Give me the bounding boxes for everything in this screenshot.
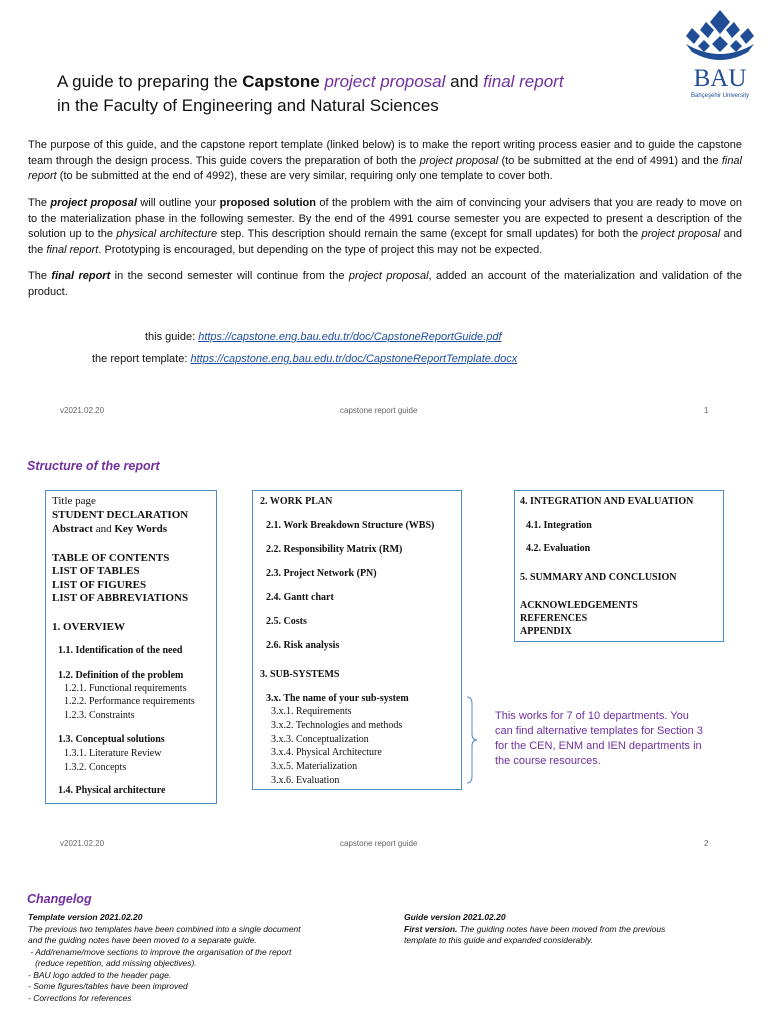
item-1-2-3: 1.2.3. Constraints <box>64 710 135 721</box>
guide-changelog <box>404 912 754 947</box>
structure-box-1 <box>45 490 217 804</box>
item-4-1: 4.1. Integration <box>526 520 592 531</box>
item-work-plan: 2. WORK PLAN <box>260 496 333 507</box>
guide-change-2: template to this guide and expanded considerably. <box>404 935 593 945</box>
final-report-paragraph: The final report in the second semester will continue from the project proposal, added an account of the materialization and validation of the product. <box>28 270 742 298</box>
template-changelog <box>28 912 378 1004</box>
item-4-2: 4.2. Evaluation <box>526 543 591 554</box>
item-toc: TABLE OF CONTENTS <box>52 552 170 564</box>
structure-heading: Structure of the report <box>27 459 160 473</box>
item-3-x-4: 3.x.4. Physical Architecture <box>271 747 382 758</box>
bau-logo <box>678 8 762 100</box>
item-title-page: Title page <box>52 495 96 507</box>
item-student-declaration: STUDENT DECLARATION <box>52 509 189 521</box>
template-link-label: the report template: <box>92 353 191 365</box>
item-2-6: 2.6. Risk analysis <box>266 640 340 651</box>
guide-change-1 <box>404 924 754 936</box>
template-link-row <box>92 352 517 367</box>
item-3-x-3: 3.x.3. Conceptualization <box>271 734 369 745</box>
title-and: and <box>445 72 484 91</box>
logo-subtext: Bahçeşehir University <box>690 93 750 99</box>
footer-title: capstone report guide <box>340 406 418 415</box>
title-final-report: final report <box>483 72 564 91</box>
item-sub-systems: 3. SUB-SYSTEMS <box>260 669 340 680</box>
item-1-2: 1.2. Definition of the problem <box>58 670 184 681</box>
intro-paragraph: The purpose of this guide, and the capstone report template (linked below) is to make the report writing process easier and to guide the capstone team through the design process. This guide covers the preparation of both the project proposal (to be submitted at the end of 4991) and the final report (to be submitted at the end of 4992), these are very similar, requiring only one template to cover both. <box>28 139 742 182</box>
item-summary: 5. SUMMARY AND CONCLUSION <box>520 572 677 583</box>
footer-version-2: v2021.02.20 <box>60 839 105 848</box>
item-2-4: 2.4. Gantt chart <box>266 592 334 603</box>
template-version-heading: Template version 2021.02.20 <box>28 912 143 922</box>
proposal-paragraph: The project proposal will outline your proposed solution of the problem with the aim of convincing your advisers that you are ready to move on to the materialization phase in the following semester. By the end of the 4991 course semester you are expected to present a description of the solution up to the physical architecture step. This description should remain the same (except for small updates) for both the project proposal and the final report. Prototyping is encouraged, but depending on the type of project this may not be expected. <box>28 197 742 256</box>
title-capstone: Capstone <box>242 72 320 91</box>
item-1-3-1: 1.3.1. Literature Review <box>64 748 162 759</box>
footer-title-2: capstone report guide <box>340 839 418 848</box>
page-title <box>57 70 564 118</box>
template-change-6: - Some figures/tables have been improved <box>28 981 188 991</box>
guide-link-row <box>145 330 502 345</box>
title-project-proposal: project proposal <box>324 72 446 91</box>
item-list-of-tables: LIST OF TABLES <box>52 565 140 577</box>
template-change-5: - BAU logo added to the header page. <box>28 969 172 980</box>
template-change-3: - Add/rename/move sections to improve the organisation of the report <box>28 946 292 957</box>
item-3-x-2: 3.x.2. Technologies and methods <box>271 720 403 731</box>
footer-page-number-2: 2 <box>704 839 709 848</box>
changelog-heading: Changelog <box>27 892 92 906</box>
item-3-x-1: 3.x.1. Requirements <box>271 706 352 717</box>
item-3-x: 3.x. The name of your sub-system <box>266 693 409 704</box>
item-2-1: 2.1. Work Breakdown Structure (WBS) <box>266 520 435 531</box>
item-2-3: 2.3. Project Network (PN) <box>266 568 377 579</box>
item-acknowledgements: ACKNOWLEDGEMENTS <box>520 600 638 611</box>
title-line-2: in the Faculty of Engineering and Natural Sciences <box>57 96 439 115</box>
item-abstract <box>52 523 167 535</box>
footer-page-number: 1 <box>704 406 709 415</box>
item-overview: 1. OVERVIEW <box>52 621 125 633</box>
item-1-3-2: 1.3.2. Concepts <box>64 762 127 773</box>
guide-first-version: First version. <box>404 923 458 934</box>
item-1-1: 1.1. Identification of the need <box>58 645 183 656</box>
abstract-part-3: Key Words <box>111 523 167 535</box>
guide-version-heading: Guide version 2021.02.20 <box>404 912 506 922</box>
template-change-7: - Corrections for references <box>28 992 132 1003</box>
item-2-5: 2.5. Costs <box>266 616 307 627</box>
bau-crest-icon <box>678 8 762 100</box>
guide-link-label: this guide: <box>145 331 199 343</box>
item-appendix: APPENDIX <box>520 626 572 637</box>
title-prefix: A guide to preparing the <box>57 72 243 91</box>
abstract-part-1: Abstract <box>52 523 96 535</box>
template-change-4: (reduce repetition, add missing objectives). <box>28 958 197 968</box>
item-3-x-5: 3.x.5. Materialization <box>271 761 358 772</box>
guide-link[interactable]: https://capstone.eng.bau.edu.tr/doc/CapstoneReportGuide.pdf <box>198 331 502 343</box>
logo-text: BAU <box>693 65 747 92</box>
template-change-1: The previous two templates have been combined into a single document <box>28 923 301 934</box>
item-references: REFERENCES <box>520 613 588 624</box>
guide-change-1-rest: The guiding notes have been moved from the previous <box>457 923 666 934</box>
item-1-2-1: 1.2.1. Functional requirements <box>64 683 187 694</box>
item-integration-evaluation: 4. INTEGRATION AND EVALUATION <box>520 496 694 507</box>
item-1-2-2: 1.2.2. Performance requirements <box>64 696 195 707</box>
item-list-of-abbreviations: LIST OF ABBREVIATIONS <box>52 592 189 604</box>
note-brace-icon <box>466 696 478 784</box>
departments-note: This works for 7 of 10 departments. You can find alternative templates for Section 3 for the CEN, ENM and IEN departments in the course resources. <box>495 710 703 767</box>
item-3-x-6: 3.x.6. Evaluation <box>271 775 340 786</box>
template-change-2: and the guiding notes have been moved to a separate guide. <box>28 935 257 945</box>
item-list-of-figures: LIST OF FIGURES <box>52 579 147 591</box>
item-2-2: 2.2. Responsibility Matrix (RM) <box>266 544 403 555</box>
footer-version: v2021.02.20 <box>60 406 105 415</box>
template-link[interactable]: https://capstone.eng.bau.edu.tr/doc/CapstoneReportTemplate.docx <box>190 353 518 365</box>
item-1-3: 1.3. Conceptual solutions <box>58 734 165 745</box>
item-1-4: 1.4. Physical architecture <box>58 785 166 796</box>
structure-box-2 <box>252 490 462 790</box>
title-line-1 <box>57 70 564 94</box>
abstract-part-2: and <box>95 523 112 535</box>
structure-box-3 <box>514 490 724 642</box>
